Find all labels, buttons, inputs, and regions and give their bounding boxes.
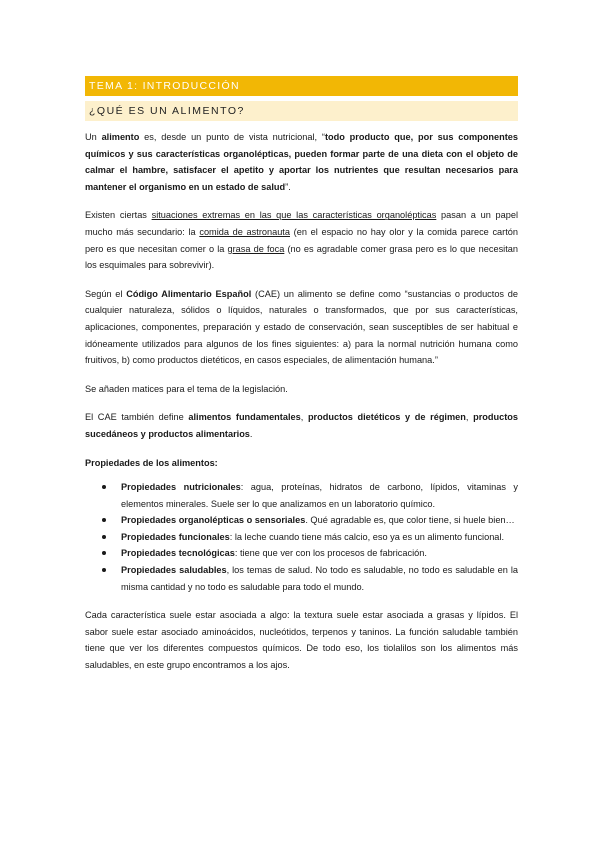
property-text: : agua, proteínas, hidratos de carbono, lípidos, vitaminas y elementos minerales. Suele ser lo que analizamos en un laboratorio químico.	[121, 482, 518, 509]
underlined-text: situaciones extremas en las que las características organolépticas	[151, 210, 437, 221]
bullet-icon	[102, 568, 106, 572]
text: es, desde un punto de vista nutricional, “	[139, 132, 325, 142]
section-title: TEMA 1: INTRODUCCIÓN	[89, 80, 240, 92]
underlined-text: grasa de foca	[227, 243, 285, 254]
subsection-title-banner	[85, 101, 518, 121]
text: .	[249, 428, 253, 439]
property-term: Propiedades organolépticas o sensoriales	[121, 515, 306, 526]
bullet-icon	[102, 551, 106, 555]
text: El CAE también define	[85, 412, 189, 423]
property-text: . Qué agradable es, que color tiene, si huele bien…	[305, 515, 515, 526]
properties-heading	[85, 455, 518, 472]
paragraph-extreme-situations	[85, 207, 518, 273]
property-text: , los temas de salud. No todo es saludable, no todo es saludable en la misma cantidad y no todo es saludable para todo el mundo.	[121, 565, 518, 592]
list-item	[85, 562, 518, 595]
properties-list	[85, 479, 518, 595]
paragraph-cae-definition	[85, 286, 518, 369]
subsection-title: ¿QUÉ ES UN ALIMENTO?	[89, 105, 245, 117]
bullet-icon	[102, 485, 106, 489]
property-term: Propiedades tecnológicas	[121, 548, 235, 559]
paragraph-legislation: Se añaden matices para el tema de la legislación.	[85, 383, 288, 394]
paragraph-definition	[85, 129, 518, 195]
text: Un	[85, 132, 102, 142]
underlined-text: comida de astronauta	[199, 226, 290, 237]
property-term: Propiedades funcionales	[121, 531, 230, 542]
bold-term: Código Alimentario Español	[126, 288, 252, 299]
bullet-icon	[102, 518, 106, 522]
text: Según el	[85, 288, 127, 299]
bold-term: alimentos fundamentales	[188, 412, 301, 423]
page-content	[85, 76, 518, 674]
list-item	[85, 479, 518, 512]
text: ”.	[285, 181, 291, 192]
section-title-banner	[85, 76, 518, 96]
text: ,	[465, 412, 474, 423]
text: (en el espacio no hay olor y la comida parece cartón pero es que necesitan comer o la	[85, 226, 518, 254]
text: (no es agradable comer grasa pero es lo que necesitan los esquimales para sobrevivir).	[85, 243, 518, 271]
bold-term: productos sucedáneos y productos alimentarios	[85, 412, 519, 439]
paragraph-cae-categories	[85, 409, 518, 442]
bullet-icon	[102, 535, 106, 539]
list-item	[85, 545, 518, 562]
paragraph-characteristics: Cada característica suele estar asociada a algo: la textura suele estar asociada a grasas y lípidos. El sabor suele estar asociado aminoácidos, nucleótidos, terpenos y taninos. La función saludable también tiene que ver los diferentes compuestos químicos. De todo eso, los tiolalilos son los alimentos más saludables, en este grupo encontramos a los ajos.	[85, 610, 518, 671]
property-text: : tiene que ver con los procesos de fabricación.	[234, 548, 427, 559]
bold-definition: todo producto que, por sus componentes químicos y sus características organolépticas, pueden formar parte de una dieta con el objeto de calmar el hambre, satisfacer el apetito y aportar los nutrientes que resultan necesarios para mantener el organismo en un estado de salud	[85, 132, 518, 192]
text: (CAE) un alimento se define como “sustancias o productos de cualquier naturaleza, sólidos o líquidos, naturales o transformados, que por sus características, aplicaciones, componentes, preparación y estado de conservación, sean susceptibles de ser habitual e idóneamente utilizados para algunos de los fines siguientes: a) para la normal nutrición humana como fruitivos, b) como productos dietéticos, en casos especiales, de alimentación humana.”	[85, 288, 518, 366]
bold-term: productos dietéticos y de régimen	[307, 412, 466, 423]
text: Existen ciertas	[85, 210, 152, 221]
text: pasan a un papel mucho más secundario: la	[85, 210, 518, 237]
text: ,	[300, 412, 308, 423]
list-item	[85, 512, 518, 529]
list-item	[85, 529, 518, 546]
bold-term: alimento	[101, 132, 140, 142]
property-text: : la leche cuando tiene más calcio, eso ya es un alimento funcional.	[229, 531, 505, 542]
property-term: Propiedades saludables	[121, 565, 227, 576]
property-term: Propiedades nutricionales	[121, 482, 241, 493]
bold-heading: Propiedades de los alimentos:	[85, 457, 218, 468]
